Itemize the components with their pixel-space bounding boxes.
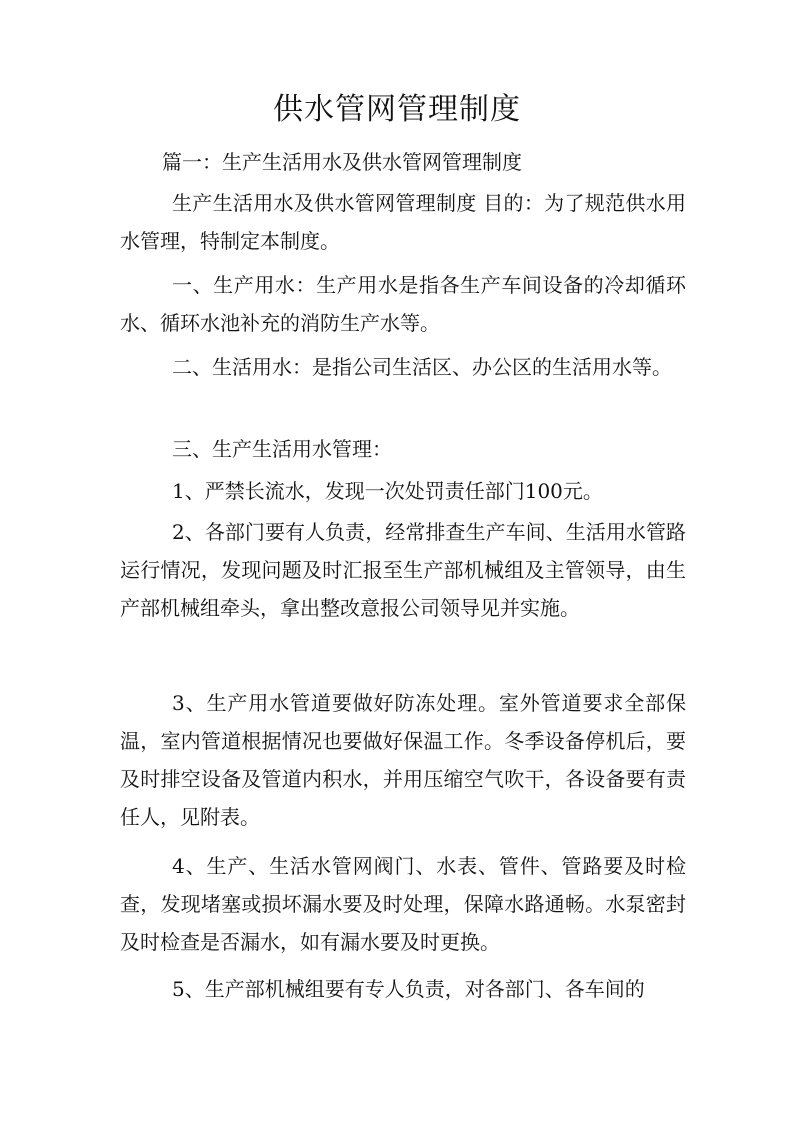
paragraph-management-heading: 三、生产生活用水管理： — [172, 437, 392, 461]
paragraph-rule-2: 2、各部门要有人负责，经常排查生产车间、生活用水管路运行情况，发现问题及时汇报至生产部机械组及主管领导，由生产部机械组牵头，拿出整改意报公司领导见并实施。 — [120, 520, 686, 620]
page-title: 供水管网管理制度 — [273, 92, 521, 127]
section-heading: 篇一：生产生活用水及供水管网管理制度 — [162, 150, 522, 174]
paragraph-domestic-water: 二、生活用水：是指公司生活区、办公区的生活用水等。 — [172, 355, 672, 379]
paragraph-rule-5: 5、生产部机械组要有专人负责，对各部门、各车间的 — [172, 977, 645, 1001]
paragraph-purpose: 生产生活用水及供水管网管理制度 目的：为了规范供水用水管理，特制定本制度。 — [120, 191, 686, 253]
paragraph-rule-3: 3、生产用水管道要做好防冻处理。室外管道要求全部保温，室内管道根据情况也要做好保温工作。冬季设备停机后，要及时排空设备及管道内积水，并用压缩空气吹干，各设备要有责任人，见附表。 — [120, 691, 686, 829]
paragraph-production-water: 一、生产用水：生产用水是指各生产车间设备的冷却循环水、循环水池补充的消防生产水等。 — [120, 273, 686, 335]
paragraph-rule-1: 1、严禁长流水，发现一次处罚责任部门100元。 — [172, 479, 603, 503]
paragraph-rule-4: 4、生产、生活水管网阀门、水表、管件、管路要及时检查，发现堵塞或损坏漏水要及时处理，保障水路通畅。水泵密封及时检查是否漏水，如有漏水要及时更换。 — [120, 854, 686, 954]
